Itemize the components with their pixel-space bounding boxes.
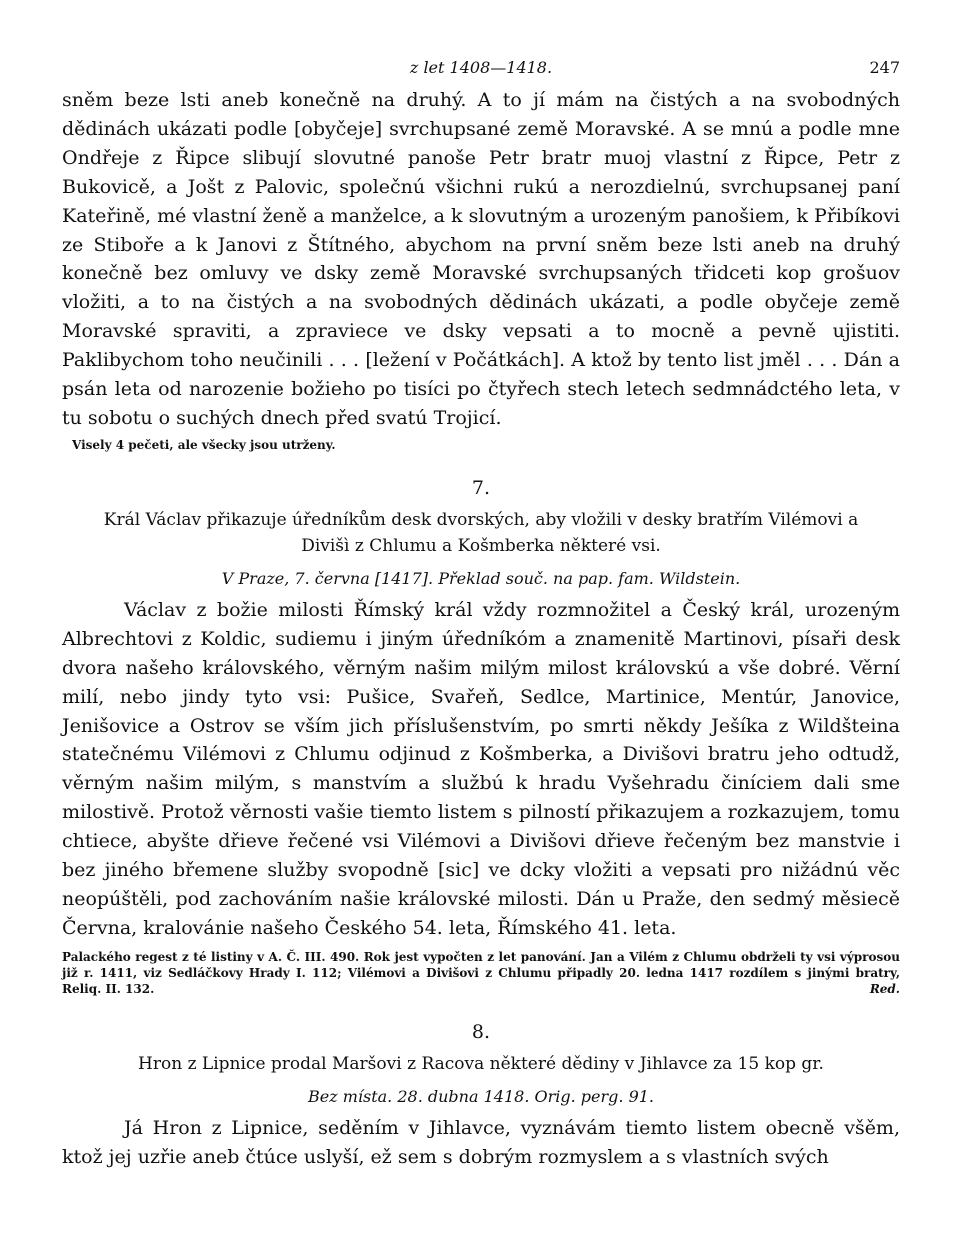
paragraph-continuation: sněm beze lsti aneb konečně na druhý. A to jí mám na čistých a na svobodných dědinách ukázati podle [obyčeje] svrchupsané země Moravské. A se mnú a podle mne Ondřeje z Řipce slibují slovutné panoše Petr bratr muoj vlastní z Řipce, Petr z Bukovicě, a Jošt z Palovic, společnú všichni rukú a nerozdielnú, svrchupsanej paní Kateřině, mé vlastní ženě a manželce, a k slovutným a urozeným panošiem, k Přibíkovi ze Stiboře a k Janovi z Štítného, abychom na první sněm beze lsti aneb na druhý konečně bez omluvy ve dsky země Moravské svrchupsaných třidceti kop grošuov vložiti, a to na čistých a na svobodných dědinách ukázati, a podle obyčeje země Moravské spraviti, a zpraviece ve dsky vepsati a to mocně a pevně ujistiti. Paklibychom toho neučinili . . . [ležení v Počátkách]. A ktož by tento list jměl . . . Dán a psán leta od narozenie božieho po tisíci po čtyřech stech letech sedmnádctého leta, v tu sobotu o suchých dnech před svatú Trojicí.: [62, 89, 900, 429]
page-header: [62, 58, 900, 86]
document-source-8: Bez místa. 28. dubna 1418. Orig. perg. 91.: [307, 1086, 655, 1106]
editorial-note-7: [62, 949, 900, 997]
document-number-7: 7.: [471, 476, 491, 499]
document-heading-8: Hron z Lipnice prodal Maršovi z Racova některé dědiny v Jihlavce za 15 kop gr.: [138, 1053, 824, 1074]
editorial-note-text: Palackého regest z té listiny v A. Č. III. 490. Rok jest vypočten z let panování. Jan a Vilém z Chlumu obdrželi ty vsi výprosou již r. 1411, viz Sedláčkovy Hrady I. 112; Vilémovi a Divišovi z Chlumu připadly 20. ledna 1417 rozdílem s jinými bratry, Reliq. II. 132.: [62, 949, 900, 996]
document-number-8: 8.: [471, 1020, 491, 1043]
document-text-7: Václav z božie milosti Římský král vždy rozmnožitel a Český král, urozeným Albrechtovi z Koldic, sudiemu i jiným úředníkóm a znamenitě Martinovi, písaři desk dvora našeho královského, věrným našim milým milost královskú a vše dobré. Věrní milí, nebo jindy tyto vsi: Pušice, Svařeň, Sedlce, Martinice, Mentúr, Janovice, Jenišovice a Ostrov se vším jich příslušenstvím, po smrti někdy Ješíka z Wildšteina statečnému Vilémovi z Chlumu odjinud z Košmberka, a Divišovi bratru jeho odtudž, věrným našim milým, s manstvím a službú k hradu Vyšehradu činíciem dali sme milostivě. Protož věrnosti vašie tiemto listem s pilností přikazujem a rozkazujem, tomu chtiece, abyšte dřieve řečené vsi Vilémovi a Divišovi dřieve řečeným bez manstvie i bez jiného břemene služby svopodně [sic] ve dcky vložiti a vepsati pro nižádnú věc neopúštěli, pod zachováním našie královské milosti. Dán u Praže, den sedmý měsiecě Června, kralovánie našeho Českého 54. leta, Římského 41. leta.: [62, 598, 900, 939]
page-number: 247: [869, 58, 900, 77]
editorial-note-signature: Red.: [869, 981, 900, 996]
document-text-8: Já Hron z Lipnice, seděním v Jihlavce, vyznávám tiemto listem obecně všěm, ktož jej uzřie aneb čtúce uslyší, ež sem s dobrým rozmyslem a s vlastních svých: [62, 1116, 900, 1168]
running-title: z let 1408—1418.: [409, 58, 553, 77]
seal-note: Visely 4 pečeti, ale všecky jsou utrženy.: [72, 437, 336, 452]
document-heading-7: Král Václav přikazuje úředníkům desk dvorských, aby vložili v desky bratřím Vilémovi a Divišì z Chlumu a Košmberka některé vsi.: [103, 509, 859, 556]
document-page: [62, 58, 900, 1172]
document-source-7: V Praze, 7. června [1417]. Překlad souč. na pap. fam. Wildstein.: [221, 568, 741, 588]
